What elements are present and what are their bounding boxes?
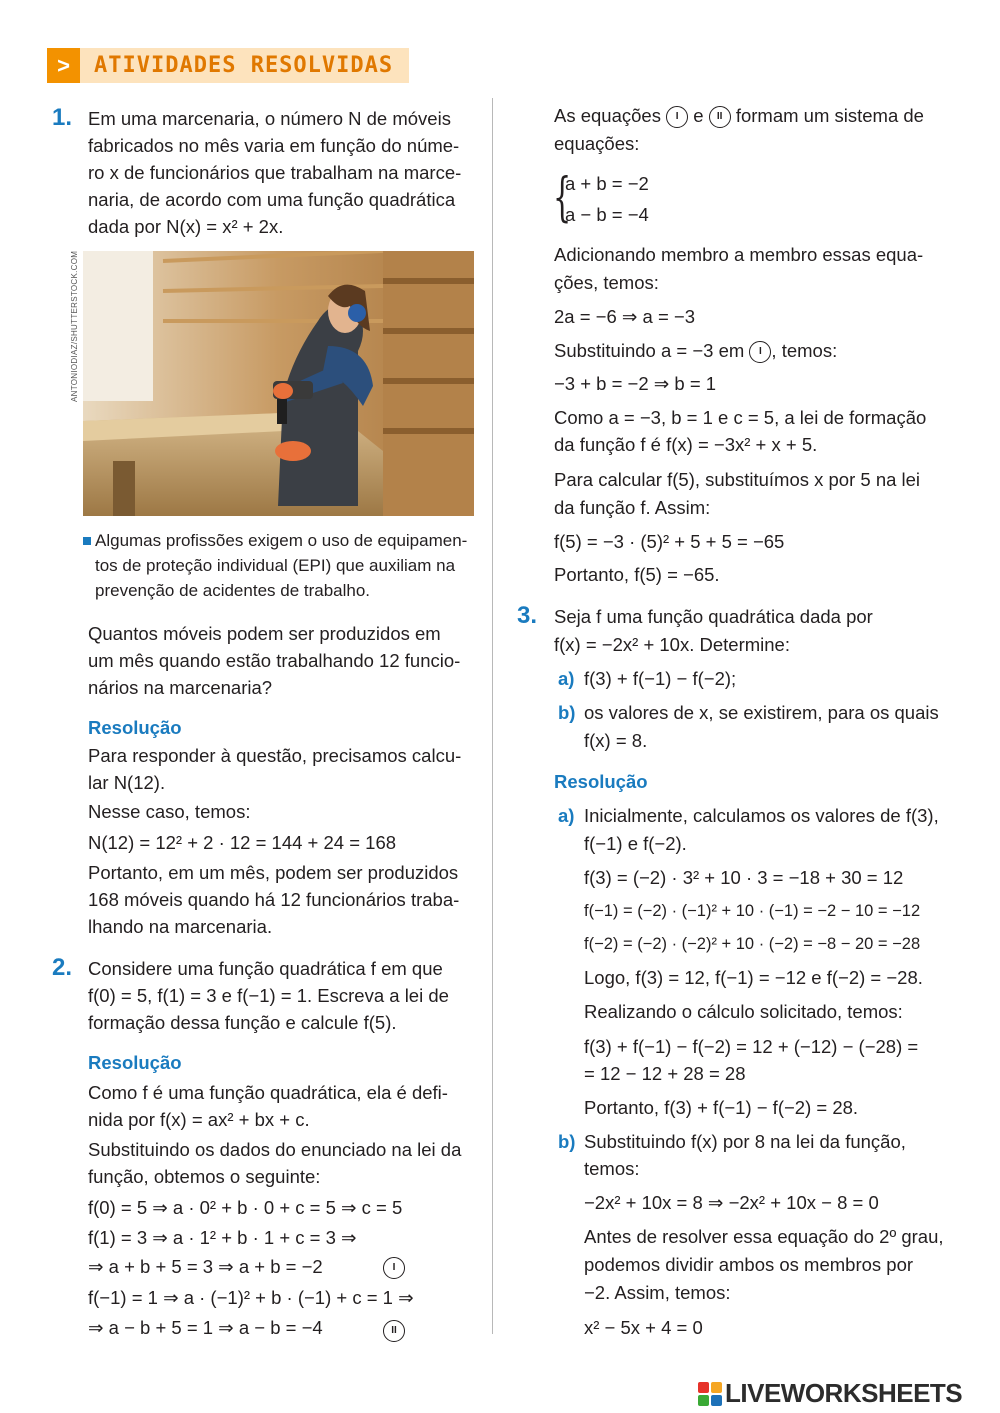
question-1-number: 1. <box>52 104 73 131</box>
question-3-resolution-heading: Resolução <box>554 771 648 792</box>
system-equation-1: a + b = −2 <box>565 173 649 194</box>
photo-credit: ANTONIODIAZ/SHUTTERSTOCK.COM <box>70 250 79 402</box>
equation-mark-i: I <box>383 1255 405 1279</box>
question-2-number: 2. <box>52 954 73 981</box>
system-equation-2: a − b = −4 <box>565 204 649 225</box>
question-1-resolution-heading: Resolução <box>88 717 182 738</box>
banner-arrow-icon: > <box>47 48 80 83</box>
system-brace: { <box>553 168 572 228</box>
column-divider <box>492 98 493 1334</box>
carpenter-drilling-image <box>83 251 474 516</box>
section-banner <box>47 48 409 83</box>
liveworksheets-icon <box>698 1382 722 1406</box>
equation-mark-ii-ref: II <box>709 106 731 128</box>
liveworksheets-logo: LIVEWORKSHEETS <box>698 1378 962 1409</box>
banner-title: ATIVIDADES RESOLVIDAS <box>80 48 409 83</box>
question-2-resolution-heading: Resolução <box>88 1052 182 1073</box>
equation-mark-i-ref: I <box>666 106 688 128</box>
caption-bullet-icon <box>83 537 91 545</box>
workshop-photo <box>83 251 474 516</box>
equation-mark-i-ref: I <box>749 341 771 363</box>
equation-mark-ii: II <box>383 1318 405 1342</box>
question-3-number: 3. <box>517 602 538 629</box>
